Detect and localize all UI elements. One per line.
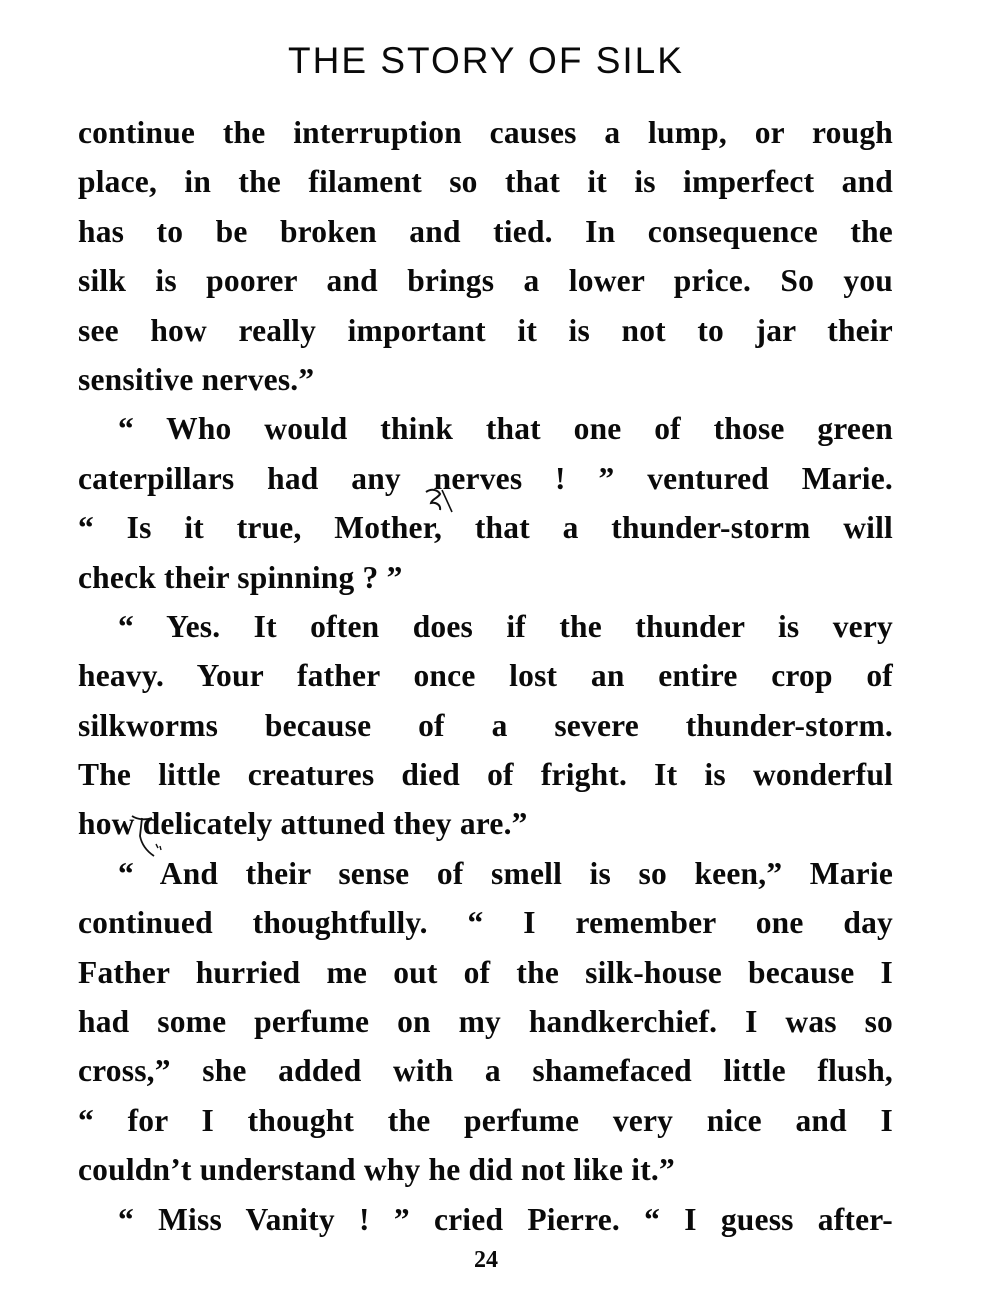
text-line: see how really important it is not to jar their <box>78 312 893 348</box>
text-line: The little creatures died of fright. It is wonderful <box>78 757 893 793</box>
text-line: check their spinning ? ” <box>78 559 403 595</box>
running-title: THE STORY OF SILK <box>288 40 684 81</box>
text-line: “ for I thought the perfume very nice and I <box>78 1102 893 1138</box>
text-line: how delicately attuned they are.” <box>78 806 528 842</box>
text-line: heavy. Your father once lost an entire crop of <box>78 658 893 694</box>
text-line: couldn’t understand why he did not like it.” <box>78 1152 675 1188</box>
text-line: silkworms because of a severe thunder-storm. <box>78 707 893 743</box>
text-line: cross,” she added with a shamefaced little flush, <box>78 1053 893 1089</box>
text-line: “ Yes. It often does if the thunder is very <box>118 608 893 644</box>
page-number: 24 <box>474 1247 498 1273</box>
text-line: “ Miss Vanity ! ” cried Pierre. “ I guess after- <box>118 1201 893 1237</box>
text-line: continued thoughtfully. “ I remember one day <box>78 905 893 941</box>
text-line: “ Is it true, Mother, that a thunder-storm will <box>78 510 893 546</box>
text-line: place, in the filament so that it is imperfect and <box>78 164 893 200</box>
text-line: “ Who would think that one of those green <box>118 411 893 447</box>
text-line: “ And their sense of smell is so keen,” Marie <box>118 855 893 891</box>
text-line: caterpillars had any nerves ! ” ventured Marie. <box>78 460 893 496</box>
text-line: silk is poorer and brings a lower price. So you <box>78 263 893 299</box>
body-text <box>78 108 893 1244</box>
text-line: Father hurried me out of the silk-house because I <box>78 954 893 990</box>
text-line: had some perfume on my handkerchief. I was so <box>78 1004 893 1040</box>
text-line: continue the interruption causes a lump, or rough <box>78 115 893 150</box>
text-line: has to be broken and tied. In consequence the <box>78 213 893 249</box>
text-line: sensitive nerves.” <box>78 361 315 397</box>
